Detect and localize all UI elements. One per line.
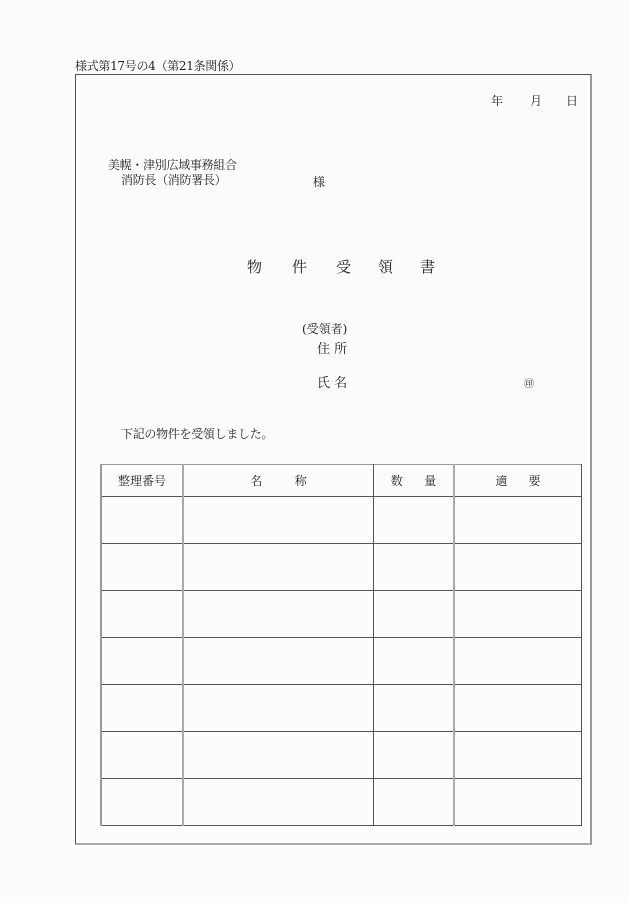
cell-item-name[interactable] — [183, 544, 374, 591]
table-header-row — [101, 465, 582, 497]
date-month-label: 月 — [530, 94, 543, 108]
cell-remarks[interactable] — [454, 685, 582, 732]
cell-item-name[interactable] — [183, 732, 374, 779]
recipient-honorific: 様 — [313, 175, 326, 189]
date-day-label: 日 — [566, 94, 579, 108]
table-row — [101, 685, 582, 732]
table-row — [101, 779, 582, 826]
date-year-label: 年 — [491, 94, 504, 108]
form-number-label: 様式第17号の4（第21条関係） — [75, 59, 241, 73]
cell-reference-number[interactable] — [101, 732, 183, 779]
table-row — [101, 638, 582, 685]
recipient-title: 消防長（消防署長） — [121, 173, 227, 187]
cell-remarks[interactable] — [454, 732, 582, 779]
cell-quantity[interactable] — [374, 638, 455, 685]
cell-item-name[interactable] — [183, 685, 374, 732]
name-label: 氏 名 — [317, 376, 348, 391]
cell-reference-number[interactable] — [101, 638, 183, 685]
title-char-1: 物 — [247, 258, 263, 276]
receipt-statement: 下記の物件を受領しました。 — [121, 427, 274, 441]
header-reference-number: 整理番号 — [101, 465, 183, 497]
table-row — [101, 732, 582, 779]
receiver-label: (受領者) — [302, 322, 348, 336]
table-row — [101, 591, 582, 638]
cell-quantity[interactable] — [374, 591, 455, 638]
cell-remarks[interactable] — [454, 591, 582, 638]
title-char-2: 件 — [292, 258, 308, 276]
cell-reference-number[interactable] — [101, 779, 183, 826]
header-item-name: 名 称 — [183, 465, 374, 497]
cell-quantity[interactable] — [374, 497, 455, 544]
title-char-5: 書 — [420, 258, 436, 276]
cell-remarks[interactable] — [454, 779, 582, 826]
cell-item-name[interactable] — [183, 591, 374, 638]
title-char-4: 領 — [378, 258, 394, 276]
seal-mark-icon: ㊞ — [524, 379, 534, 390]
table-row — [101, 544, 582, 591]
title-char-3: 受 — [336, 258, 352, 276]
cell-quantity[interactable] — [374, 779, 455, 826]
cell-quantity[interactable] — [374, 732, 455, 779]
cell-quantity[interactable] — [374, 544, 455, 591]
items-table — [100, 464, 582, 826]
recipient-organization: 美幌・津別広域事務組合 — [108, 158, 237, 172]
cell-quantity[interactable] — [374, 685, 455, 732]
cell-remarks[interactable] — [454, 497, 582, 544]
cell-reference-number[interactable] — [101, 497, 183, 544]
header-quantity: 数 量 — [374, 465, 455, 497]
cell-reference-number[interactable] — [101, 685, 183, 732]
cell-item-name[interactable] — [183, 779, 374, 826]
table-row — [101, 497, 582, 544]
address-label: 住 所 — [317, 342, 348, 357]
cell-item-name[interactable] — [183, 497, 374, 544]
cell-remarks[interactable] — [454, 544, 582, 591]
cell-remarks[interactable] — [454, 638, 582, 685]
header-remarks: 適 要 — [454, 465, 582, 497]
cell-item-name[interactable] — [183, 638, 374, 685]
cell-reference-number[interactable] — [101, 544, 183, 591]
cell-reference-number[interactable] — [101, 591, 183, 638]
